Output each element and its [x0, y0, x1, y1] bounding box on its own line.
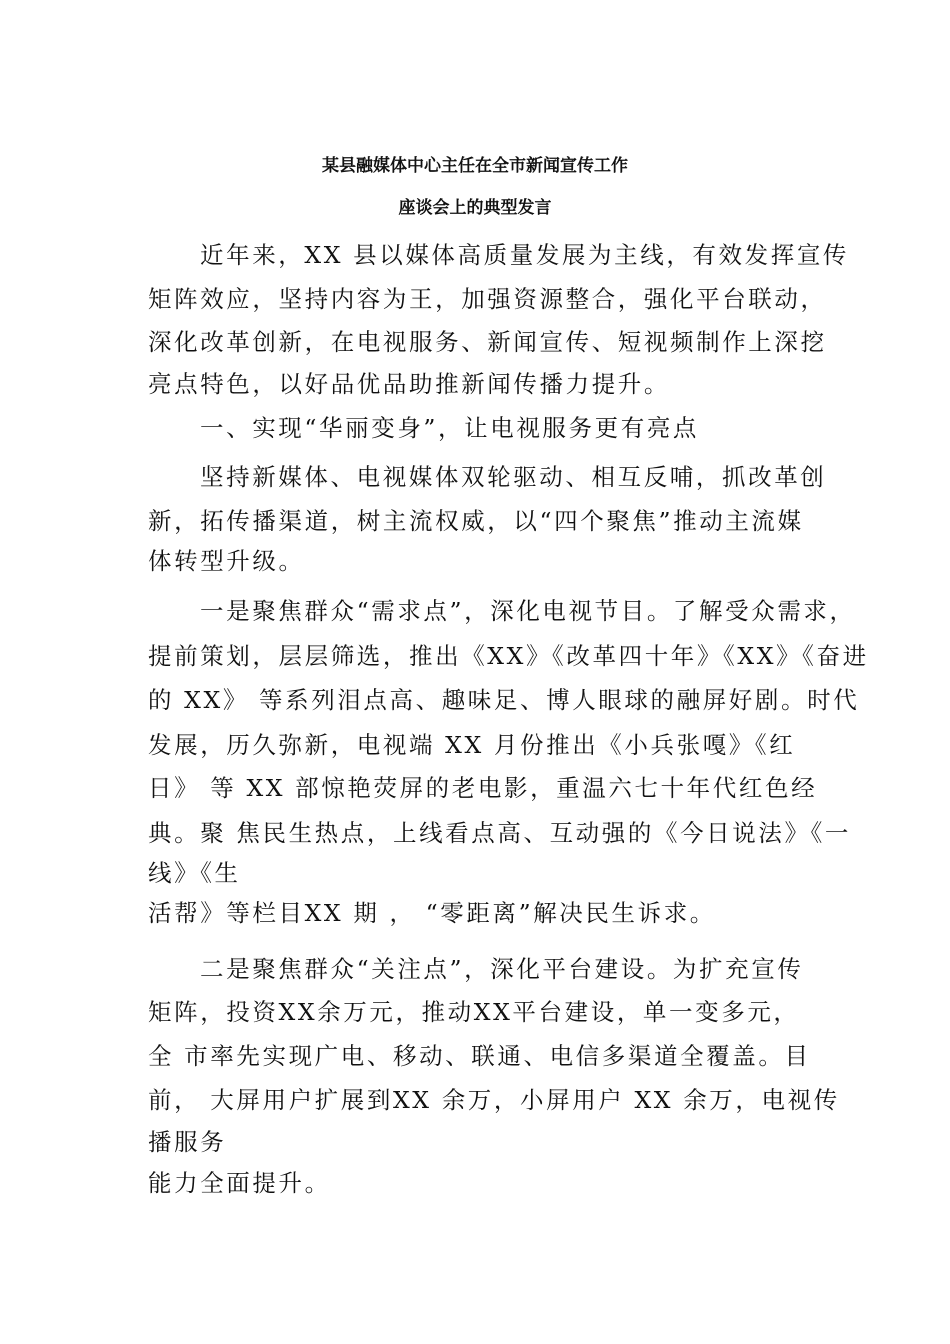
- paragraph-line: 近年来，XX 县以媒体高质量发展为主线，有效发挥宣传: [200, 241, 850, 269]
- paragraph-line: 典。聚 焦民生热点，上线看点高、互动强的《今日说法》《一: [148, 819, 852, 847]
- paragraph-line: 深化改革创新，在电视服务、新闻宣传、短视频制作上深挖: [148, 328, 827, 356]
- paragraph-line: 坚持新媒体、电视媒体双轮驱动、相互反哺，抓改革创: [200, 463, 827, 491]
- paragraph-line: 发展，历久弥新，电视端 XX 月份推出《小兵张嘎》《红: [148, 731, 796, 759]
- paragraph-line: 体转型升级。: [148, 547, 305, 575]
- paragraph-line: 全 市率先实现广电、移动、联通、电信多渠道全覆盖。目: [148, 1042, 811, 1070]
- paragraph-line: 线》《生: [148, 859, 241, 887]
- paragraph-line: 能力全面提升。: [148, 1169, 331, 1197]
- section-heading: 一、实现“华丽变身”，让电视服务更有亮点: [200, 414, 700, 442]
- paragraph-line: 前， 大屏用户扩展到XX 余万，小屏用户 XX 余万，电视传: [148, 1086, 840, 1114]
- document-title-line-2: 座谈会上的典型发言: [398, 198, 552, 218]
- paragraph-line: 播服务: [148, 1128, 227, 1156]
- paragraph-line: 亮点特色，以好品优品助推新闻传播力提升。: [148, 370, 670, 398]
- document-title-line-1: 某县融媒体中心主任在全市新闻宣传工作: [322, 156, 628, 176]
- paragraph-line: 提前策划，层层筛选，推出《XX》《改革四十年》《XX》《奋进: [148, 642, 869, 670]
- paragraph-line: 活帮》等栏目XX 期 ， “零距离”解决民生诉求。: [148, 899, 716, 927]
- paragraph-line: 矩阵效应，坚持内容为王，加强资源整合，强化平台联动，: [148, 285, 827, 313]
- paragraph-line: 一是聚焦群众“需求点”，深化电视节目。了解受众需求，: [200, 597, 856, 625]
- paragraph-line: 新，拓传播渠道，树主流权威，以“四个聚焦”推动主流媒: [148, 507, 804, 535]
- paragraph-line: 日》 等 XX 部惊艳荧屏的老电影，重温六七十年代红色经: [148, 774, 818, 802]
- paragraph-line: 矩阵，投资XX余万元，推动XX平台建设，单一变多元，: [148, 998, 800, 1026]
- paragraph-line: 的 XX》 等系列泪点高、趣味足、博人眼球的融屏好剧。时代: [148, 686, 860, 714]
- paragraph-line: 二是聚焦群众“关注点”，深化平台建设。为扩充宣传: [200, 955, 804, 983]
